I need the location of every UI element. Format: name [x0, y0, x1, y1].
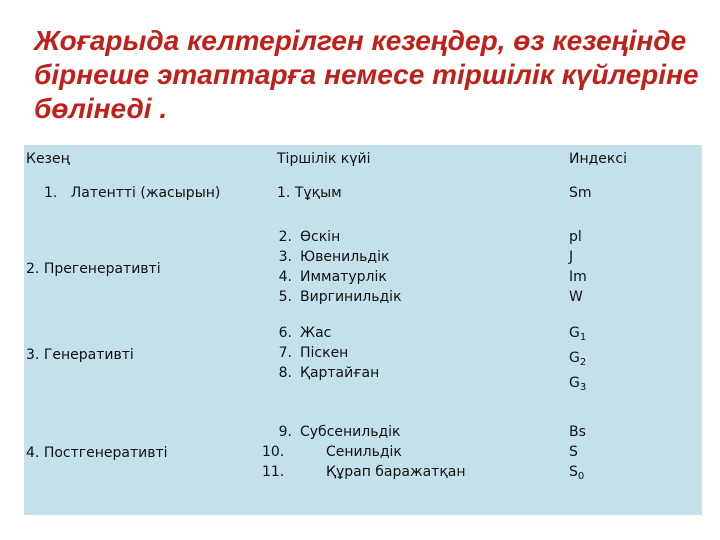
stages-table: [24, 145, 702, 515]
header-index: Индексі: [569, 151, 627, 167]
state-label: Тұқым: [294, 185, 342, 201]
state-group-4: [262, 422, 466, 482]
index-group-4: Bs S $S_0$: [569, 424, 586, 482]
state-group-2: [262, 227, 402, 307]
state-row-1: [277, 183, 342, 203]
index-row-1: Sm: [569, 185, 592, 201]
period-row-2: [26, 259, 161, 279]
period-label: Прегенеративті: [43, 261, 161, 277]
index-group-3: $G_1$ $G_2$ $G_3$: [569, 325, 587, 393]
period-num: 1.: [44, 185, 58, 201]
period-label: Постгенеративті: [43, 445, 168, 461]
slide-title: [34, 24, 714, 126]
period-row-4: [26, 443, 168, 463]
state-num: 1.: [277, 185, 291, 201]
state-item: 11. Құрап баражатқан: [262, 464, 466, 480]
state-item: 9. Субсенильдік: [278, 424, 401, 440]
period-row-1: [44, 183, 220, 203]
title-line-1: Жоғарыда келтерілген кезеңдер, өз кезеңінде: [34, 25, 687, 56]
state-item: 8. Қартайған: [278, 365, 380, 381]
state-item: 4. Имматурлік: [278, 269, 387, 285]
period-num: 2.: [26, 261, 40, 277]
period-label: Латентті (жасырын): [70, 185, 221, 201]
state-item: 2. Өскін: [278, 229, 341, 245]
index-group-2: pl J Im W: [569, 229, 587, 305]
period-label: Генеративті: [43, 347, 134, 363]
state-item: 5. Виргинильдік: [278, 289, 402, 305]
state-item: 3. Ювенильдік: [278, 249, 390, 265]
state-item: 10. Сенильдік: [262, 444, 402, 460]
period-num: 3.: [26, 347, 40, 363]
title-line-2: бірнеше этаптарға немесе тіршілік күйлеріне: [34, 59, 699, 90]
period-num: 4.: [26, 445, 40, 461]
period-row-3: [26, 345, 134, 365]
state-item: 7. Піскен: [278, 345, 349, 361]
header-state: Тіршілік күйі: [277, 151, 371, 167]
state-group-3: [262, 323, 379, 383]
state-item: 6. Жас: [278, 325, 332, 341]
title-line-3: бөлінеді .: [34, 93, 168, 124]
header-period: Кезең: [26, 151, 70, 167]
